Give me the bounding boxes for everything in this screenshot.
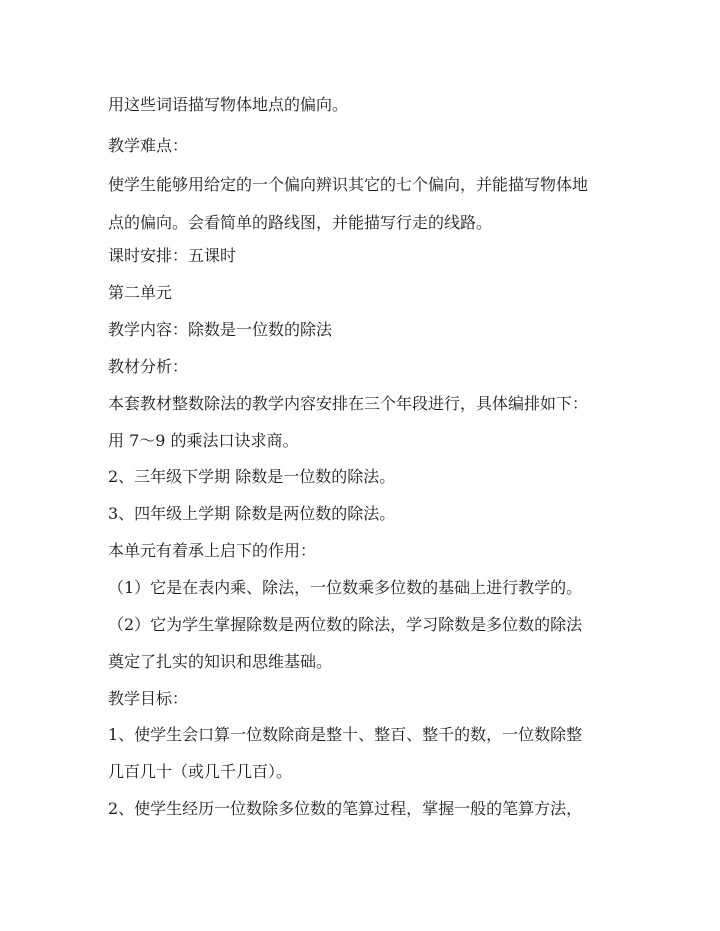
section-heading: 第二单元	[108, 283, 173, 302]
text-line: 奠定了扎实的知识和思维基础。	[108, 652, 333, 671]
list-item: 2、三年级下学期 除数是一位数的除法。	[108, 467, 396, 486]
text-line: 用这些词语描写物体地点的偏向。	[108, 95, 349, 114]
text-line: 本单元有着承上启下的作用：	[108, 541, 317, 560]
section-heading: 教学目标：	[108, 689, 189, 708]
text-line: 几百几十（或几千几百）。	[108, 762, 293, 781]
section-heading: 教学难点：	[108, 136, 189, 155]
text-line: 用 7～9 的乘法口诀求商。	[108, 431, 299, 450]
text-line: 教学内容：除数是一位数的除法	[108, 320, 333, 339]
list-item: 1、使学生会口算一位数除商是整十、整百、整千的数，一位数除整	[108, 725, 583, 744]
list-item: （1）它是在表内乘、除法，一位数乘多位数的基础上进行教学的。	[108, 578, 583, 597]
section-heading: 教材分析：	[108, 357, 189, 376]
text-line: 使学生能够用给定的一个偏向辨识其它的七个偏向，并能描写物体地	[108, 175, 589, 194]
text-line: 课时安排：五课时	[108, 246, 237, 265]
text-line: 本套教材整数除法的教学内容安排在三个年段进行，具体编排如下：	[108, 394, 589, 413]
text-line: 点的偏向。会看简单的路线图，并能描写行走的线路。	[108, 213, 493, 232]
list-item: （2）它为学生掌握除数是两位数的除法，学习除数是多位数的除法	[108, 615, 583, 634]
list-item: 2、使学生经历一位数除多位数的笔算过程，掌握一般的笔算方法，	[108, 799, 583, 818]
list-item: 3、四年级上学期 除数是两位数的除法。	[108, 504, 396, 523]
